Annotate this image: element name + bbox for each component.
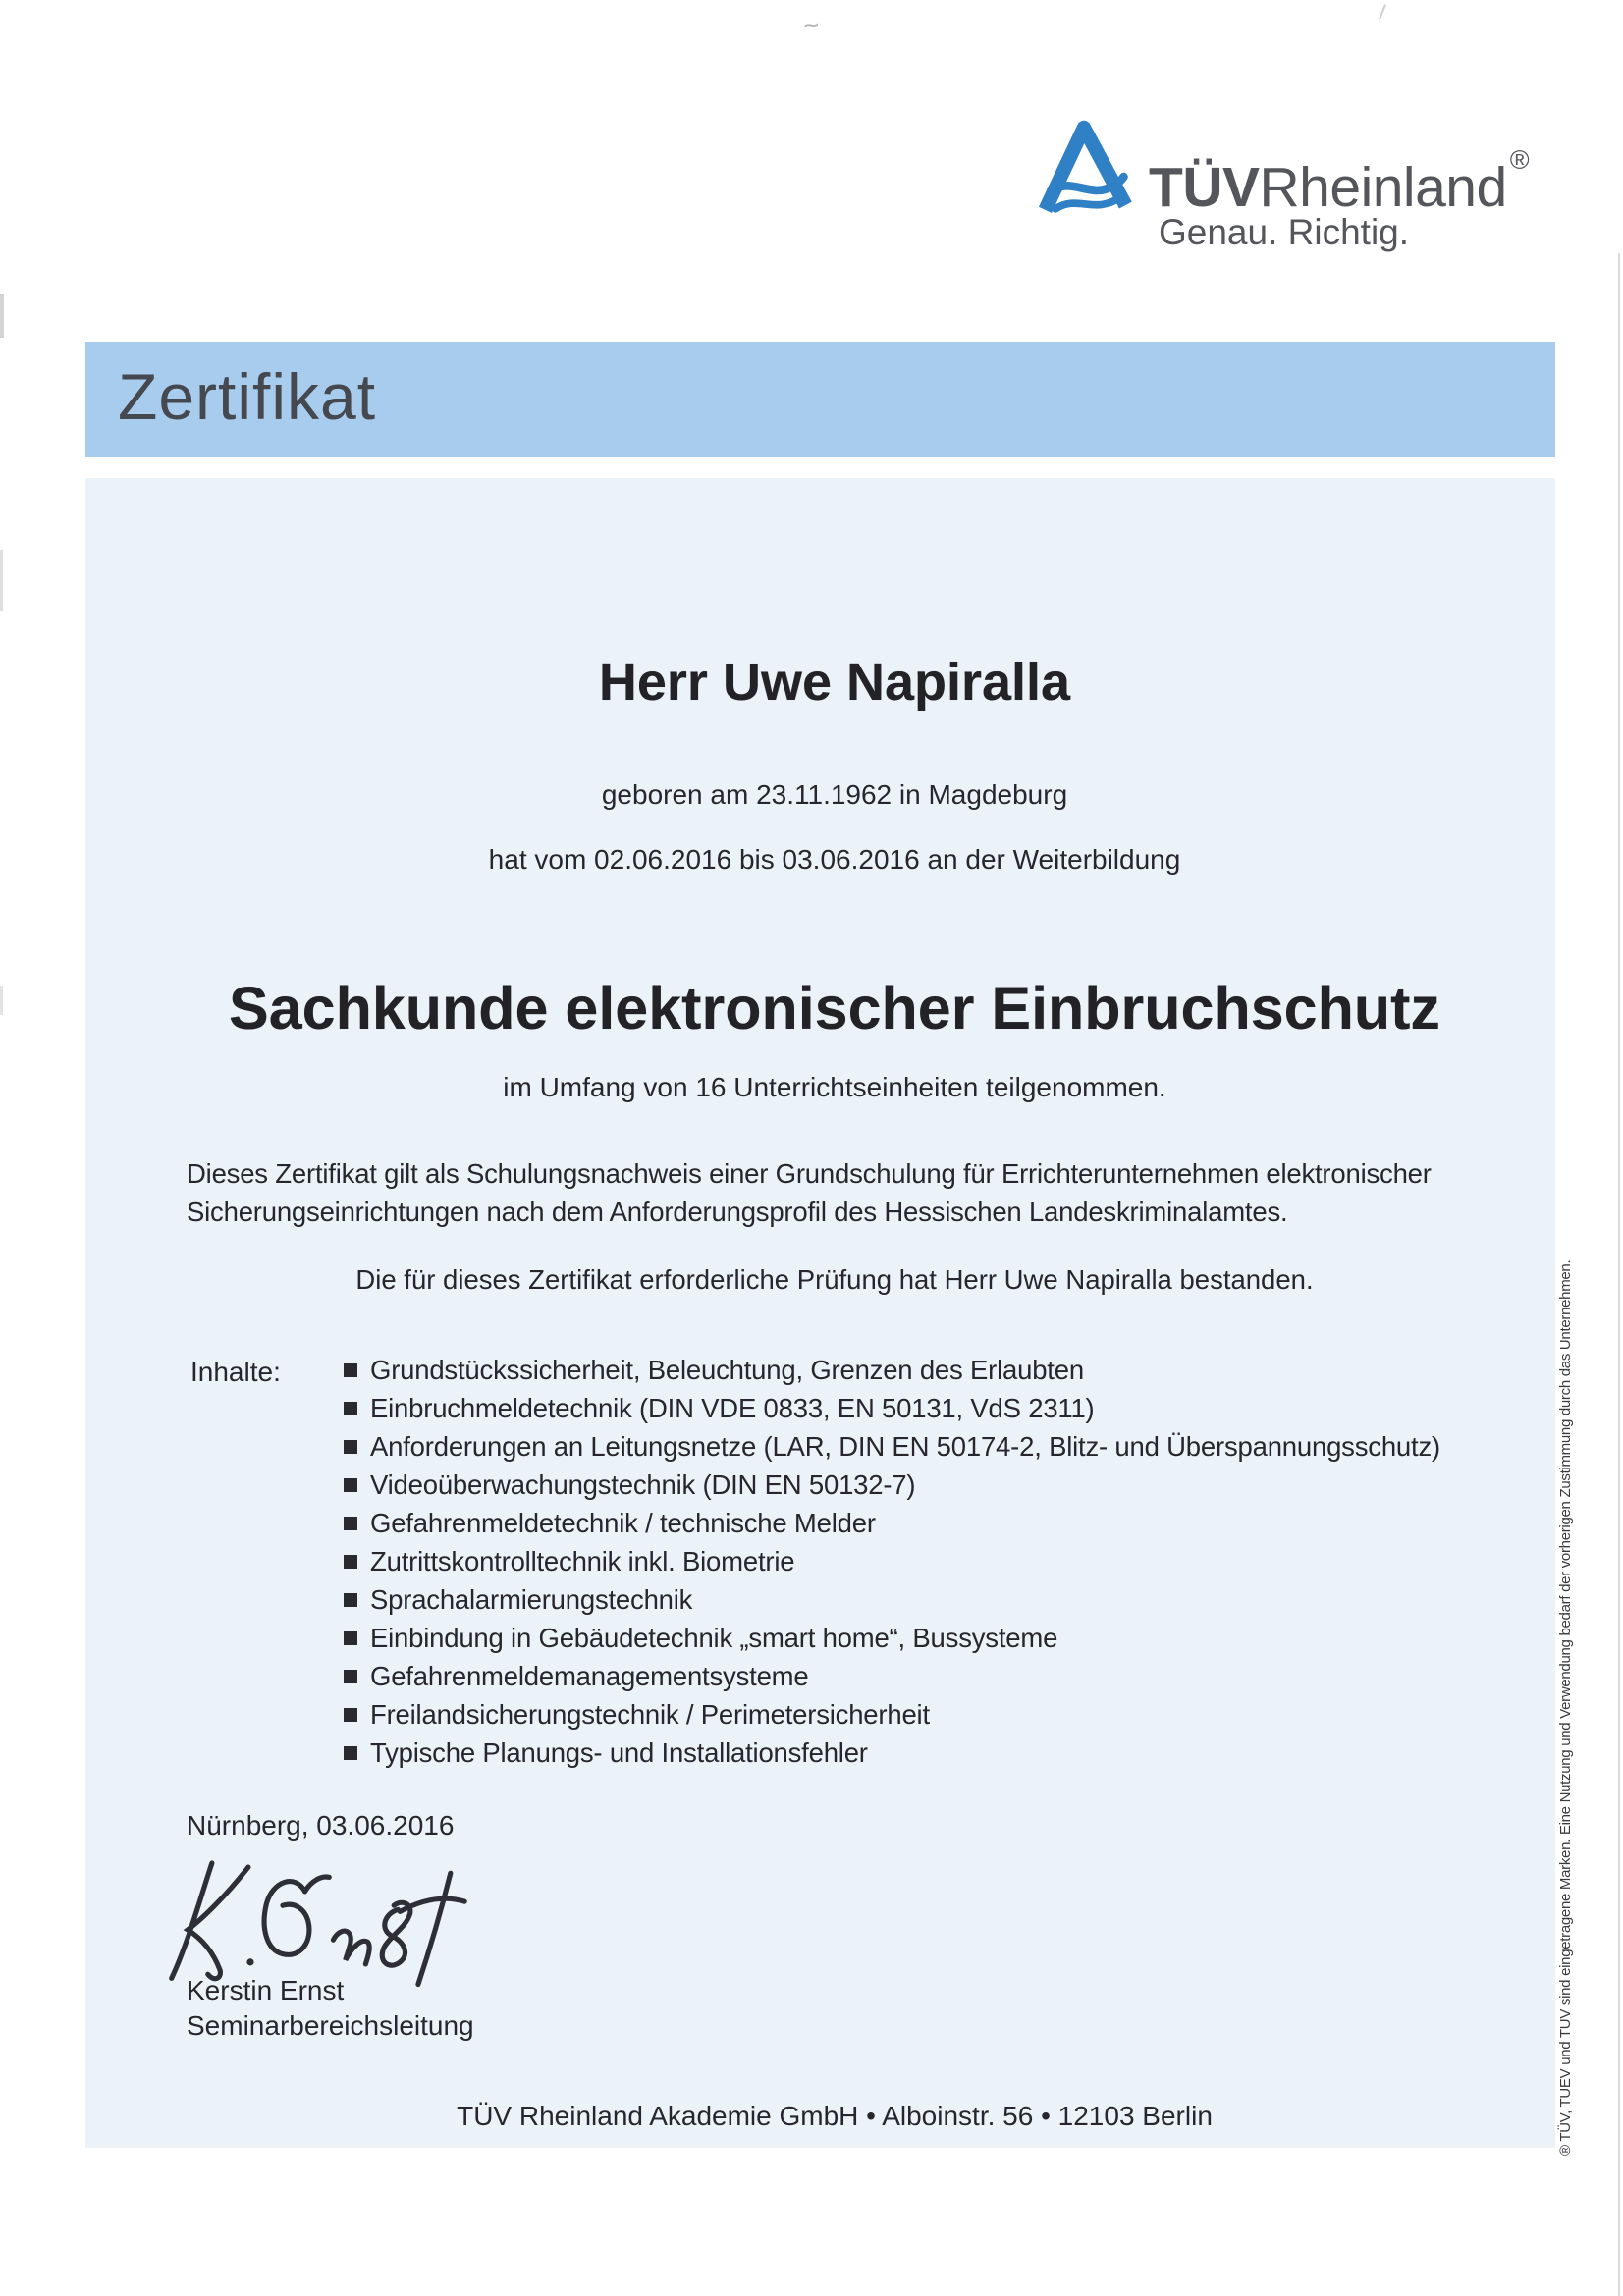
list-item [344, 1357, 1440, 1384]
list-item [344, 1510, 1440, 1537]
list-item [344, 1471, 1440, 1499]
list-item-text: Freilandsicherungstechnik / Perimetersicherheit [370, 1699, 930, 1730]
exam-line: Die für dieses Zertifikat erforderliche Prüfung hat Herr Uwe Napiralla bestanden. [355, 1264, 1314, 1295]
training-line: hat vom 02.06.2016 bis 03.06.2016 an der Weiterbildung [488, 844, 1181, 875]
list-item-text: Einbindung in Gebäudetechnik „smart home“, Bussysteme [370, 1623, 1058, 1653]
list-item [344, 1433, 1440, 1461]
bullet-square-icon [344, 1631, 357, 1645]
banner-title: Zertifikat [118, 360, 377, 433]
course-title: Sachkunde elektronischer Einbruchschutz [229, 975, 1440, 1041]
registered-trademark-icon: ® [1509, 145, 1530, 175]
bullet-square-icon [344, 1593, 357, 1607]
scan-edge-sliver [0, 550, 3, 611]
bullet-square-icon [344, 1708, 357, 1722]
signer-name: Kerstin Ernst [187, 1975, 345, 2005]
note-paragraph-line: Dieses Zertifikat gilt als Schulungsnachweis einer Grundschulung für Errichterunternehmen elektronischer [187, 1158, 1432, 1189]
scan-artifact-squiggle: ~ [800, 9, 822, 41]
signer-role: Seminarbereichsleitung [187, 2010, 474, 2041]
list-item [344, 1586, 1440, 1614]
list-item-text: Videoüberwachungstechnik (DIN EN 50132-7) [370, 1469, 916, 1500]
footer-address: TÜV Rheinland Akademie GmbH • Alboinstr. 56 • 12103 Berlin [457, 2101, 1213, 2131]
trademark-margin-note: ® TÜV, TUEV und TUV sind eingetragene Marken. Eine Nutzung und Verwendung bedarf der vorherigen Zustimmung durch das Unternehmen. [1557, 1259, 1574, 2156]
bullet-square-icon [344, 1440, 357, 1454]
bullet-square-icon [344, 1746, 357, 1760]
tuv-triangle-logo-icon [1031, 118, 1135, 218]
scan-artifact-tick [1379, 4, 1386, 20]
birth-line: geboren am 23.11.1962 in Magdeburg [601, 779, 1068, 810]
brand-tagline: Genau. Richtig. [1159, 212, 1410, 252]
list-item-text: Grundstückssicherheit, Beleuchtung, Grenzen des Erlaubten [370, 1355, 1084, 1385]
list-item-text: Einbruchmeldetechnik (DIN VDE 0833, EN 50131, VdS 2311) [370, 1393, 1095, 1423]
list-item-text: Anforderungen an Leitungsnetze (LAR, DIN EN 50174-2, Blitz- und Überspannungsschutz) [370, 1431, 1440, 1462]
bullet-square-icon [344, 1402, 357, 1415]
bullet-square-icon [344, 1670, 357, 1683]
place-date: Nürnberg, 03.06.2016 [187, 1810, 455, 1841]
contents-list [344, 1357, 1440, 1778]
scan-edge-sliver [0, 986, 3, 1015]
brand-tuv: TÜV [1149, 156, 1260, 219]
scan-edge-line [1618, 253, 1620, 2296]
list-item [344, 1548, 1440, 1575]
bullet-square-icon [344, 1478, 357, 1492]
bullet-square-icon [344, 1517, 357, 1530]
list-item [344, 1625, 1440, 1652]
list-item-text: Typische Planungs- und Installationsfehler [370, 1737, 868, 1768]
list-item [344, 1701, 1440, 1729]
brand-wordmark [1149, 145, 1529, 220]
contents-label: Inhalte: [190, 1357, 281, 1387]
recipient-name: Herr Uwe Napiralla [598, 653, 1071, 712]
bullet-square-icon [344, 1363, 357, 1377]
list-item [344, 1663, 1440, 1690]
note-paragraph-line: Sicherungseinrichtungen nach dem Anforderungsprofil des Hessischen Landeskriminalamtes. [187, 1197, 1288, 1227]
list-item-text: Sprachalarmierungstechnik [370, 1584, 693, 1615]
scope-line: im Umfang von 16 Unterrichtseinheiten teilgenommen. [503, 1072, 1166, 1102]
bullet-square-icon [344, 1555, 357, 1569]
list-item-text: Gefahrenmeldetechnik / technische Melder [370, 1508, 876, 1538]
list-item [344, 1739, 1440, 1767]
list-item [344, 1395, 1440, 1422]
list-item-text: Zutrittskontrolltechnik inkl. Biometrie [370, 1546, 795, 1576]
scan-edge-sliver [0, 294, 4, 338]
list-item-text: Gefahrenmeldemanagementsysteme [370, 1661, 809, 1691]
brand-rheinland: Rheinland [1259, 156, 1507, 219]
